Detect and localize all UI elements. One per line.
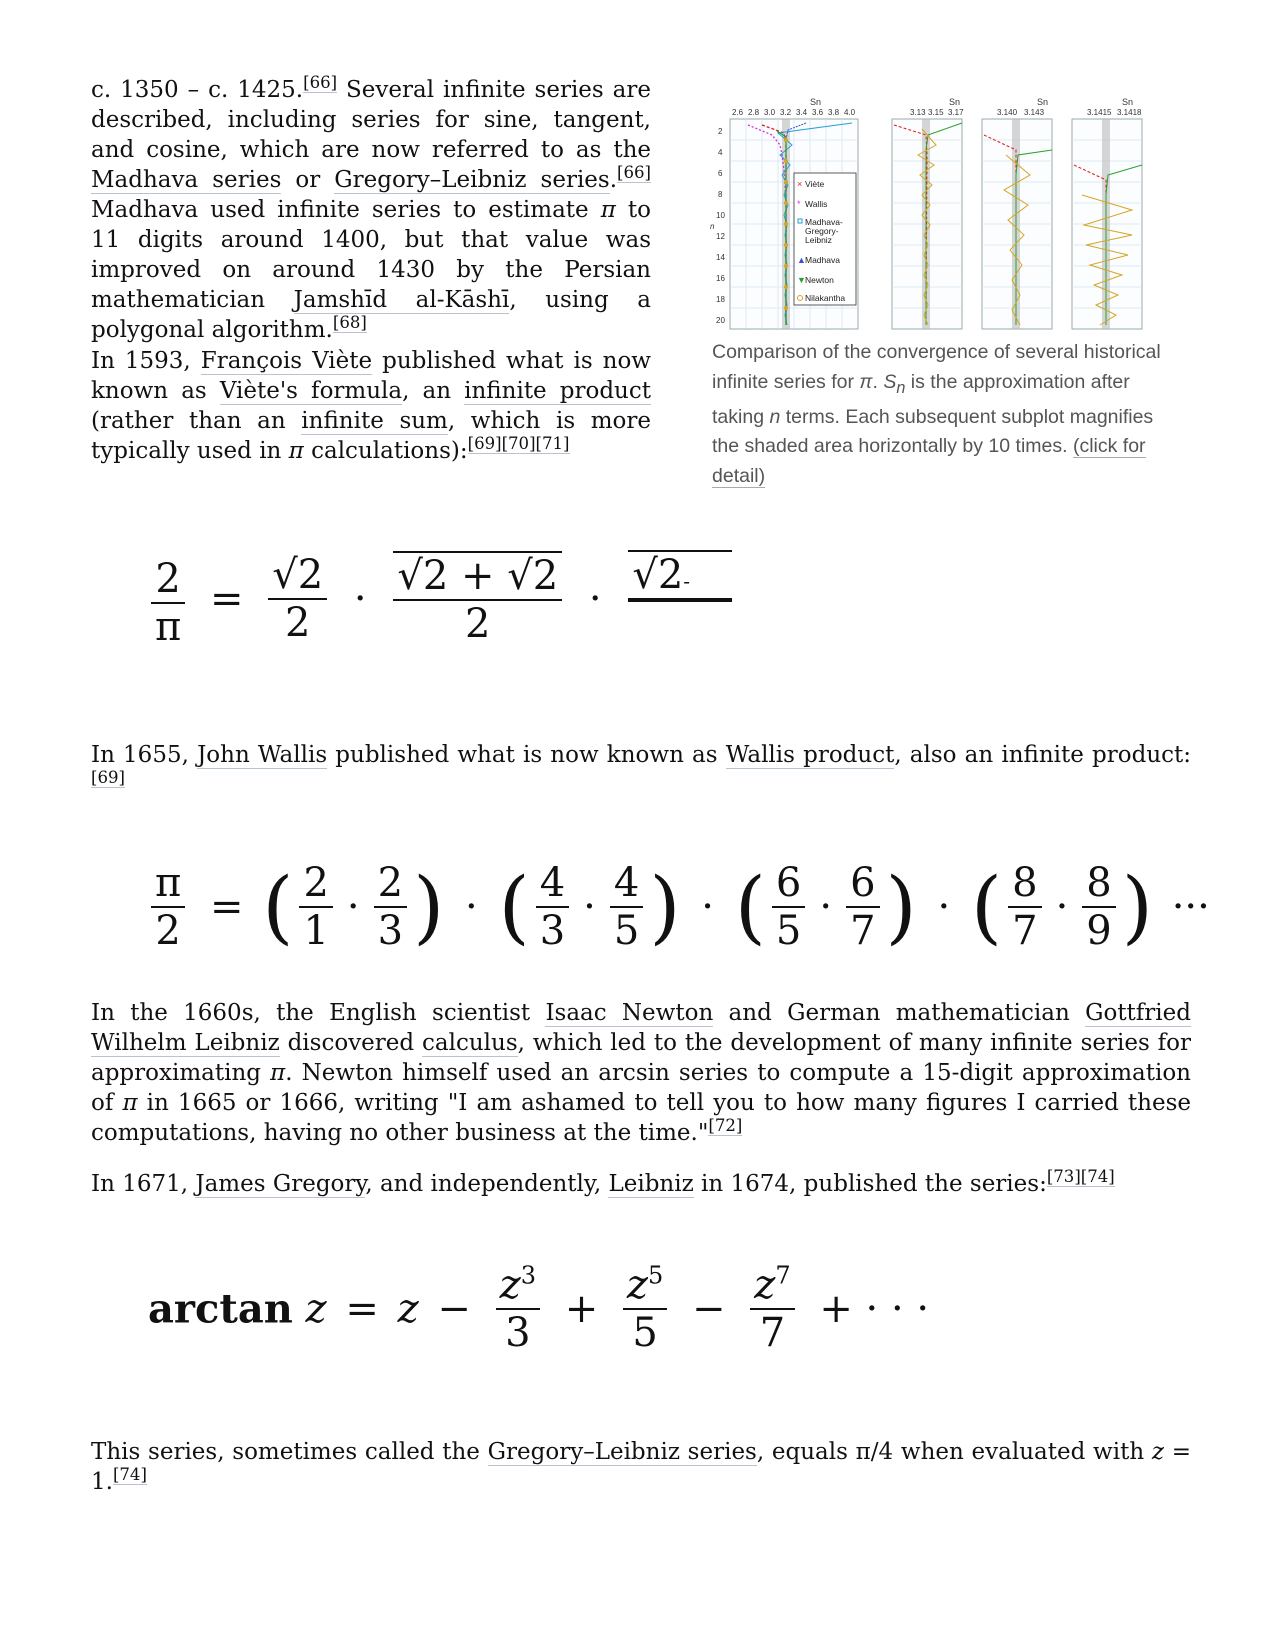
link-infinite-product[interactable]: infinite product	[464, 378, 651, 404]
p3-tick: 3.140	[997, 108, 1018, 117]
link-james-gregory[interactable]: James Gregory	[195, 1171, 366, 1197]
convergence-figure[interactable]	[710, 95, 1177, 335]
y-tick: 2	[718, 127, 723, 136]
panel3-sn-label: Sn	[1037, 97, 1049, 107]
legend-madhava-gl-1: Madhava-	[805, 217, 843, 227]
link-leibniz[interactable]: Leibniz	[608, 1171, 694, 1197]
p3-tick: 3.143	[1024, 108, 1045, 117]
legend-madhava-gl-2: Gregory-	[805, 226, 839, 236]
paragraph-wallis: In 1655, John Wallis published what is now known as Wallis product, also an infinite product:[69]	[91, 742, 1192, 788]
paragraph-viete: In 1593, François Viète published what is now known as Viète's formula, an infinite product (rather than an infinite sum, which is more typically used in π calculations):[69][70][71]	[91, 348, 651, 464]
ref-73-74[interactable]: [73][74]	[1046, 1167, 1115, 1187]
legend-wallis: Wallis	[805, 199, 828, 209]
legend-madhava-gl-3: Leibniz	[805, 235, 832, 245]
paragraph-newton-leibniz: In the 1660s, the English scientist Isaac Newton and German mathematician Gottfried Wilhelm Leibniz discovered calculus, which led to the development of many infinite series for approximating π. Newton himself used an arcsin series to compute a 15-digit approximation of π in 1665 or 1666, writing "I am ashamed to tell you to how many figures I carried these computations, having no other business at the time."[72]	[91, 1000, 1191, 1146]
paragraph-gregory: In 1671, James Gregory, and independently, Leibniz in 1674, published the series:[73][74]	[91, 1167, 1115, 1197]
ref-66-a[interactable]: [66]	[303, 73, 338, 93]
panel4-sn-label: Sn	[1122, 97, 1134, 107]
link-madhava-series[interactable]: Madhava series	[91, 167, 282, 193]
panel2-sn-label: Sn	[949, 97, 961, 107]
legend-nilakantha: Nilakantha	[805, 293, 846, 303]
link-vietes-formula[interactable]: Viète's formula	[219, 378, 403, 404]
paragraph-gregory-leibniz-series: This series, sometimes called the Gregory–Leibniz series, equals π/4 when evaluated with z = 1.[74]	[91, 1439, 1192, 1495]
svg-text:▼: ▼	[797, 275, 806, 285]
ref-66-b[interactable]: [66]	[617, 163, 651, 183]
y-tick: 10	[716, 211, 725, 220]
p1-tick: 3.4	[796, 108, 808, 117]
p1-tick: 3.2	[780, 108, 792, 117]
panel1-sn-label: Sn	[810, 97, 822, 107]
p2-tick: 3.15	[928, 108, 944, 117]
p2-tick: 3.17	[948, 108, 964, 117]
figure-caption: Comparison of the convergence of several historical infinite series for π. $S_n$ is the approximation after taking n terms. Each subsequent subplot magnifies the shaded area horizontally by 10 times. (click for detail)	[712, 341, 1161, 487]
ref-74[interactable]: [74]	[112, 1465, 147, 1485]
p4-tick: 3.1415	[1087, 108, 1112, 117]
y-tick: 14	[716, 253, 725, 262]
convergence-chart	[710, 95, 1177, 335]
link-calculus[interactable]: calculus	[422, 1030, 518, 1056]
link-wallis-product[interactable]: Wallis product	[725, 742, 895, 768]
link-gottfried-wilhelm-leibniz[interactable]: Gottfried Wilhelm Leibniz	[91, 1000, 1191, 1056]
paragraph-madhava: c. 1350 – c. 1425.[66] Several infinite series are described, including series for sine, tangent, and cosine, which are now referred to as the Madhava series or Gregory–Leibniz series.[66] Madhava used infinite series to estimate π to 11 digits around 1400, but that value was improved on around 1430 by the Persian mathematician Jamshīd al-Kāshī, using a polygonal algorithm.[68]	[91, 73, 651, 343]
arctan-equation: arctan z = z − $\frac{z^3}{3}$ + $\frac{z^5}{5}$ − $\frac{z^7}{7}$ + · · ·	[148, 1261, 930, 1356]
link-john-wallis[interactable]: John Wallis	[197, 742, 328, 768]
p1-tick: 2.8	[748, 108, 760, 117]
y-tick: 18	[716, 295, 725, 304]
p2-tick: 3.13	[910, 108, 926, 117]
p1-tick: 3.0	[764, 108, 776, 117]
link-isaac-newton[interactable]: Isaac Newton	[545, 1000, 714, 1026]
p1-tick: 4.0	[844, 108, 856, 117]
y-tick: 16	[716, 274, 725, 283]
link-francois-viete[interactable]: François Viète	[200, 348, 373, 374]
ref-69-70-71[interactable]: [69][70][71]	[467, 434, 570, 454]
p1-tick: 3.6	[812, 108, 824, 117]
ref-68[interactable]: [68]	[332, 313, 367, 333]
p1-tick: 3.8	[828, 108, 840, 117]
link-gregory-leibniz-series-2[interactable]: Gregory–Leibniz series	[487, 1439, 757, 1465]
svg-text:*: *	[797, 199, 801, 209]
link-infinite-sum[interactable]: infinite sum	[301, 408, 448, 434]
link-gregory-leibniz-series[interactable]: Gregory–Leibniz series	[334, 167, 610, 193]
svg-text:×: ×	[797, 179, 803, 189]
p4-tick: 3.1418	[1117, 108, 1142, 117]
y-tick: 6	[718, 169, 723, 178]
legend-madhava: Madhava	[805, 255, 840, 265]
p1-tick: 2.6	[732, 108, 744, 117]
svg-text:▲: ▲	[797, 255, 806, 265]
ref-72[interactable]: [72]	[708, 1116, 743, 1136]
y-tick: 12	[716, 232, 725, 241]
link-jamshid-al-kashi[interactable]: Jamshīd al-Kāshī	[293, 287, 510, 313]
legend-newton: Newton	[805, 275, 834, 285]
viete-equation: $\frac{2}{\pi}$ = $\frac{√2}{2}$ · $\frac{√2 + √2}{2}$ · √2-	[145, 548, 655, 708]
y-tick: 4	[718, 148, 723, 157]
y-tick: 8	[718, 190, 723, 199]
legend-viete: Viète	[805, 179, 825, 189]
ref-69[interactable]: [69]	[91, 768, 125, 788]
click-for-detail-link[interactable]: (click for detail)	[712, 435, 1146, 487]
y-axis-label: n	[710, 222, 715, 231]
y-tick: 20	[716, 316, 725, 325]
wallis-equation: $\frac{\pi}{2}$ = ( $\frac{2}{1}$ · $\frac{2}{3}$ ) · ( $\frac{4}{3}$ · $\frac{4}{5}$ ) · ( $\frac{6}{5}$ · $\frac{6}{7}$ ) · ( $\frac{8}{7}$ · $\frac{8}{9}$ ) ···	[145, 860, 1210, 954]
